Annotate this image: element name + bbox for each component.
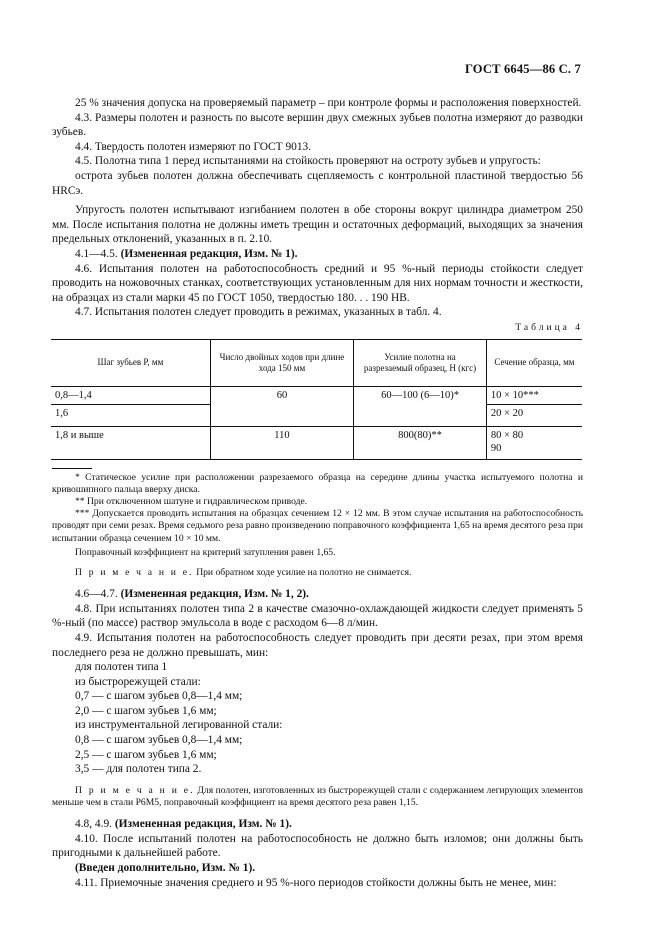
amendment-number: 4.1—4.5. [75,247,118,260]
note-2 [52,785,583,809]
table-row [51,386,582,404]
footnote-3: *** Допускается проводить испытания на образцах сечением 12 × 12 мм. В этом случае испытания на работоспособность проводят при семи резах. Время седьмого реза равно произведению поправочного коэффициента 1,65 на время десятого реза при испытании образца сечением 10 × 10 мм. [52,508,583,544]
cell-section: 20 × 20 [486,404,582,426]
amendment-4-6-4-7 [52,587,583,602]
footnote-1: * Статическое усилие при расположении разрезаемого образца на середине длины участка испытуемого полотна и кривошипного пальца вверху диска. [52,471,583,495]
table-header-row [51,339,582,386]
section-value: 80 × 80 [490,429,524,441]
paragraph-4-5: 4.5. Полотна типа 1 перед испытаниями на стойкость проверяют на остроту зубьев и упругость: [75,155,541,168]
note-1 [52,567,583,579]
table-row [51,426,582,459]
paragraph-4-10: 4.10. После испытаний полотен на работоспособность не должно быть изломов; они должны быть пригодными к дальнейшей работе. [52,832,583,860]
list-item: 2,5 — с шагом зубьев 1,6 мм; [75,748,217,761]
list-item: из быстрорежущей стали: [75,675,201,688]
footnote-2: ** При отключенном шатуне и гидравлическом приводе. [75,495,308,507]
list-item: 0,8 — с шагом зубьев 0,8—1,4 мм; [75,734,243,747]
amendment-added: (Введен дополнительно, Изм. № 1). [75,862,256,875]
footnote-divider [52,468,92,469]
paragraph-4-6: 4.6. Испытания полотен на работоспособность средний и 95 %-ный периоды стойкости следует проводить на ножовочных станках, соответствующих установленным для них нормам точности и жесткости, на образцах из стали марки 45 по ГОСТ 1050, твердостью 180. . . 190 НВ. [52,262,583,304]
cell-strokes: 60 [210,386,353,426]
paragraph-4-8: 4.8. При испытаниях полотен типа 2 в качестве смазочно-охлаждающей жидкости следует применять 5 %-ный (по массе) раствор эмульсола в воде с расходом 6—8 л/мин. [52,602,583,630]
cell-strokes: 110 [210,426,353,459]
page-content [52,96,583,890]
cell-step: 1,6 [51,404,210,426]
header-section: Сечение образца, мм [486,339,582,386]
cell-force: 60—100 (6—10)* [354,386,487,426]
note-label: П р и м е ч а н и е. [75,566,194,578]
cell-step: 1,8 и выше [51,426,210,459]
cell-step: 0,8—1,4 [51,386,210,404]
amendment-text: (Измененная редакция, Изм. № 1). [120,247,298,260]
table-caption: Таблица 4 [515,322,583,333]
paragraph-sharpness: острота зубьев полотен должна обеспечивать сцепляемость с контрольной пластиной твердостью 56 HRCэ. [52,169,583,197]
note-label: П р и м е ч а н и е. [75,784,195,796]
list-item: для полотен типа 1 [75,661,168,674]
paragraph-4-11: 4.11. Приемочные значения среднего и 95 %-ного периодов стойкости должны быть не менее, мин: [75,876,557,889]
cell-section: 10 × 10*** [486,386,582,404]
list-item: из инструментальной легированной стали: [75,719,283,732]
amendment-4-8-4-9 [52,817,583,832]
amendment-number: 4.6—4.7. [75,588,118,601]
table-4 [51,339,582,460]
paragraph-tolerance: 25 % значения допуска на проверяемый параметр – при контроле формы и расположения поверхностей. [75,97,582,109]
list-item: 3,5 — для полотен типа 2. [75,763,202,776]
note-text: При обратном ходе усилие на полотно не снимается. [196,566,412,578]
section-value: 90 [490,442,502,454]
paragraph-4-4: 4.4. Твердость полотен измеряют по ГОСТ 9013. [75,140,312,153]
page-header: ГОСТ 6645—86 С. 7 [464,62,581,76]
amendment-number: 4.8, 4.9. [75,818,113,831]
paragraph-4-9: 4.9. Испытания полотен на работоспособность следует проводить при десяти резах, при этом время последнего реза не должно превышать, мин: [52,631,583,659]
list-item: 2,0 — с шагом зубьев 1,6 мм; [75,704,217,717]
paragraph-4-3: 4.3. Размеры полотен и разность по высоте вершин двух смежных зубьев полотна измеряют до разводки зубьев. [52,111,583,139]
amendment-text: (Измененная редакция, Изм. № 1). [114,818,292,831]
header-strokes: Число двойных ходов при длине хода 150 мм [210,339,353,386]
header-step: Шаг зубьев P, мм [51,339,210,386]
cell-section [486,426,582,459]
amendment-text: (Измененная редакция, Изм. № 1, 2). [120,588,309,601]
amendment-4-1-4-5 [52,247,583,262]
list-item: 0,7 — с шагом зубьев 0,8—1,4 мм; [75,690,243,703]
paragraph-4-7: 4.7. Испытания полотен следует проводить в режимах, указанных в табл. 4. [75,306,442,319]
header-force: Усилие полотна на разрезаемый образец, H (кгс) [354,339,487,386]
cell-force: 800(80)** [354,426,487,459]
footnote-4: Поправочный коэффициент на критерий затупления равен 1,65. [75,546,336,558]
paragraph-elasticity: Упругость полотен испытывают изгибанием полотен в обе стороны вокруг цилиндра диаметром 250 мм. После испытания полотна не должны иметь трещин и остаточных деформаций, выходящих за значения предельных отклонений, указанных в п. 2.10. [52,204,583,246]
note-text: Для полотен, изготовленных из быстрорежущей стали с содержанием легирующих элементов меньше чем в стали Р6М5, поправочный коэффициент на время десятого реза равен 1,15. [52,784,583,809]
